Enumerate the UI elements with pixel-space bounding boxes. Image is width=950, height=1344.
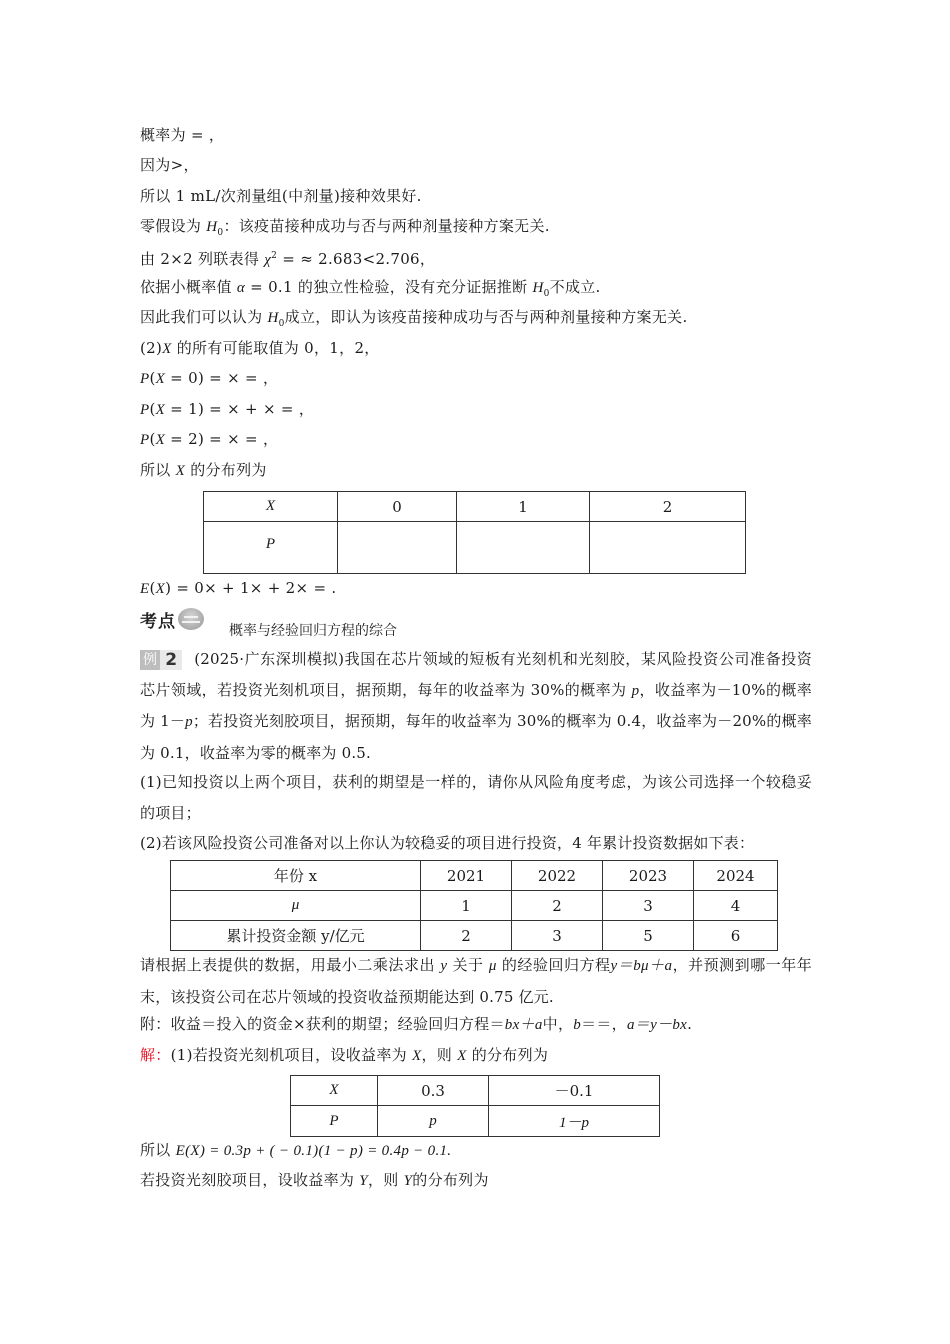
- text: (: [149, 430, 156, 448]
- math-equation: a＝y－bx: [626, 1017, 688, 1033]
- table-cell: 0: [338, 492, 457, 522]
- text: 成立，即认为该疫苗接种成功与否与两种剂量接种方案无关.: [284, 308, 688, 326]
- text: (: [149, 369, 156, 387]
- text: ，则: [367, 1171, 404, 1189]
- section-label: 考点: [140, 611, 176, 632]
- table-cell: 5: [603, 921, 694, 951]
- table-cell: μ: [171, 891, 421, 921]
- text: = ≈ 2.683<2.706，: [277, 250, 436, 268]
- text: 因此我们可以认为: [140, 308, 268, 326]
- math-x: X: [155, 432, 166, 448]
- text-line: [140, 368, 278, 389]
- appendix-note: [140, 1014, 692, 1035]
- math-x: X: [175, 463, 186, 479]
- math-y: y: [440, 958, 448, 974]
- table-cell: 1: [421, 891, 512, 921]
- question-2-instruction: [140, 950, 812, 1012]
- table-cell: 1: [457, 492, 590, 522]
- math-b: b: [573, 1017, 582, 1033]
- table-row: [291, 1076, 660, 1106]
- math-p: p: [185, 714, 193, 730]
- section-heading: [140, 604, 204, 634]
- text: = 0.1 的独立性检验，没有充分证据推断: [245, 278, 533, 296]
- table-cell: 2022: [512, 861, 603, 891]
- math-sup: 2: [271, 251, 278, 261]
- math-chi: χ: [264, 252, 272, 268]
- math-p: P: [140, 371, 150, 387]
- table-row: [204, 522, 746, 574]
- text: (: [149, 400, 156, 418]
- table-cell: P: [291, 1106, 378, 1137]
- text: ；若投资光刻胶项目，据预期，每年的收益率为 30%的概率为 0.4，收益率为－20%的概率为 0.1，收益率为零的概率为 0.5.: [140, 712, 812, 762]
- question-1: (1)已知投资以上两个项目，获利的期望是一样的，请你从风险角度考虑，为该公司选择一个较稳妥的项目；: [140, 773, 812, 822]
- text: 零假设为: [140, 217, 207, 235]
- investment-data-table: [170, 860, 778, 951]
- table-row: [171, 921, 778, 951]
- text: .: [687, 1015, 693, 1033]
- text-line: [140, 277, 601, 304]
- text: = 0) = × = ，: [165, 369, 279, 387]
- math-p: p: [631, 682, 640, 699]
- math-p: P: [140, 432, 150, 448]
- text: ，并预测到哪一年年末，该投资公司在芯片领域的投资收益预期能达到 0.75 亿元.: [140, 956, 812, 1006]
- text: 依据小概率值: [140, 278, 237, 296]
- table-row: [171, 861, 778, 891]
- distribution-table-x: [203, 491, 746, 574]
- expectation-line: [140, 578, 336, 599]
- example-badge-char: 例: [140, 650, 160, 670]
- text: 我国在芯片领域的短板有光刻机和光刻胶，某风险投资公司准备投资芯片领域，若投资光刻机项目，据预期，每年的收益率为 30%的概率为: [140, 650, 812, 699]
- table-row: [204, 492, 746, 522]
- text-line: 概率为 = ，: [140, 126, 225, 144]
- table-cell: [338, 522, 457, 574]
- table-cell: 2: [590, 492, 746, 522]
- text: 的所有可能取值为 0，1，2，: [171, 339, 380, 357]
- math-p: P: [140, 402, 150, 418]
- table-cell: p: [378, 1106, 489, 1137]
- section-title: 概率与经验回归方程的综合: [229, 623, 397, 639]
- text: 若投资光刻胶项目，设收益率为: [140, 1171, 360, 1189]
- text: 所以: [140, 461, 176, 479]
- text-line: [140, 429, 278, 450]
- math-equation: E(X) = 0.3p + ( − 0.1)(1 − p) = 0.4p − 0.1.: [175, 1143, 452, 1159]
- math-x: X: [155, 581, 166, 597]
- math-y: Y: [359, 1173, 368, 1189]
- example-badge: [140, 650, 182, 670]
- table-cell: P: [204, 522, 338, 574]
- solution-line-2: [140, 1140, 451, 1161]
- table-cell: 1－p: [489, 1106, 660, 1137]
- text-line: [140, 246, 435, 270]
- math-alpha: α: [236, 280, 246, 296]
- table-cell: 3: [512, 921, 603, 951]
- text: ，则: [421, 1046, 458, 1064]
- math-sub: 0: [543, 289, 550, 299]
- table-row: [171, 891, 778, 921]
- text: = 2) = × = ，: [165, 430, 279, 448]
- text: ，收益率为－10%的概率为 1－: [140, 680, 812, 730]
- solution-line-3: [140, 1170, 489, 1191]
- table-row: [291, 1106, 660, 1137]
- table-cell: X: [291, 1076, 378, 1106]
- text: (1)若投资光刻机项目，设收益率为: [170, 1046, 413, 1064]
- text: 关于: [447, 956, 489, 974]
- math-h: H: [206, 219, 218, 235]
- solution-line-1: [140, 1045, 548, 1066]
- math-h: H: [267, 310, 279, 326]
- text: 的分布列为: [185, 461, 267, 479]
- text: 请根据上表提供的数据，用最小二乘法求出: [140, 956, 441, 974]
- text-line: [140, 460, 267, 481]
- math-sub: 0: [278, 319, 285, 329]
- example-intro: [140, 644, 812, 768]
- text: 附：收益＝投入的资金×获利的期望；经验回归方程＝: [140, 1015, 505, 1033]
- table-cell: 2: [512, 891, 603, 921]
- table-cell: 2: [421, 921, 512, 951]
- source: (2025·广东深圳模拟): [194, 650, 345, 668]
- solution-label: 解：: [140, 1046, 171, 1064]
- text-line: [140, 216, 550, 243]
- text-line: [140, 338, 380, 359]
- table-cell: [457, 522, 590, 574]
- table-cell: 年份 x: [171, 861, 421, 891]
- text: 所以: [140, 1141, 176, 1159]
- math-x: X: [162, 341, 172, 357]
- text: 的分布列为: [466, 1046, 549, 1064]
- math-x: X: [155, 402, 166, 418]
- section-number-badge-icon: [178, 608, 204, 630]
- table-cell: 2024: [694, 861, 778, 891]
- text: 由 2×2 列联表得: [140, 250, 265, 268]
- math-x: X: [457, 1048, 467, 1064]
- math-equation: bx＋a: [504, 1017, 543, 1033]
- text-line: 因为>，: [140, 156, 199, 174]
- table-cell: 6: [694, 921, 778, 951]
- math-e: E: [140, 581, 150, 597]
- math-x: X: [155, 371, 166, 387]
- math-equation: y＝bμ＋a: [610, 958, 673, 974]
- table-cell: 累计投资金额 y/亿元: [171, 921, 421, 951]
- table-cell: 4: [694, 891, 778, 921]
- example-badge-number: 2: [160, 650, 182, 670]
- table-cell: 3: [603, 891, 694, 921]
- table-cell: X: [204, 492, 338, 522]
- question-2: (2)若该风险投资公司准备对以上你认为较稳妥的项目进行投资，4 年累计投资数据如下表：: [140, 834, 755, 852]
- distribution-table-x-solution: [290, 1075, 660, 1137]
- table-cell: 2023: [603, 861, 694, 891]
- text: 中，: [542, 1015, 574, 1033]
- text-line: [140, 307, 688, 334]
- table-cell: 0.3: [378, 1076, 489, 1106]
- text: 的经验回归方程: [496, 956, 611, 974]
- text-line: 所以 1 mL/次剂量组(中剂量)接种效果好.: [140, 187, 422, 205]
- table-cell: [590, 522, 746, 574]
- table-cell: －0.1: [489, 1076, 660, 1106]
- text: ) = 0× + 1× + 2× = .: [165, 579, 337, 597]
- text: (2): [140, 339, 163, 357]
- text: = 1) = × + × = ，: [165, 400, 315, 418]
- text: 不成立.: [549, 278, 601, 296]
- text: ＝＝，: [581, 1015, 627, 1033]
- math-h: H: [532, 280, 544, 296]
- table-cell: 2021: [421, 861, 512, 891]
- text: ：该疫苗接种成功与否与两种剂量接种方案无关.: [223, 217, 550, 235]
- math-y: Y: [403, 1173, 413, 1189]
- text: 的分布列为: [412, 1171, 489, 1189]
- text: (: [149, 579, 156, 597]
- math-mu: μ: [488, 958, 497, 974]
- math-sub: 0: [217, 228, 224, 238]
- text-line: [140, 399, 314, 420]
- math-x: X: [412, 1048, 422, 1064]
